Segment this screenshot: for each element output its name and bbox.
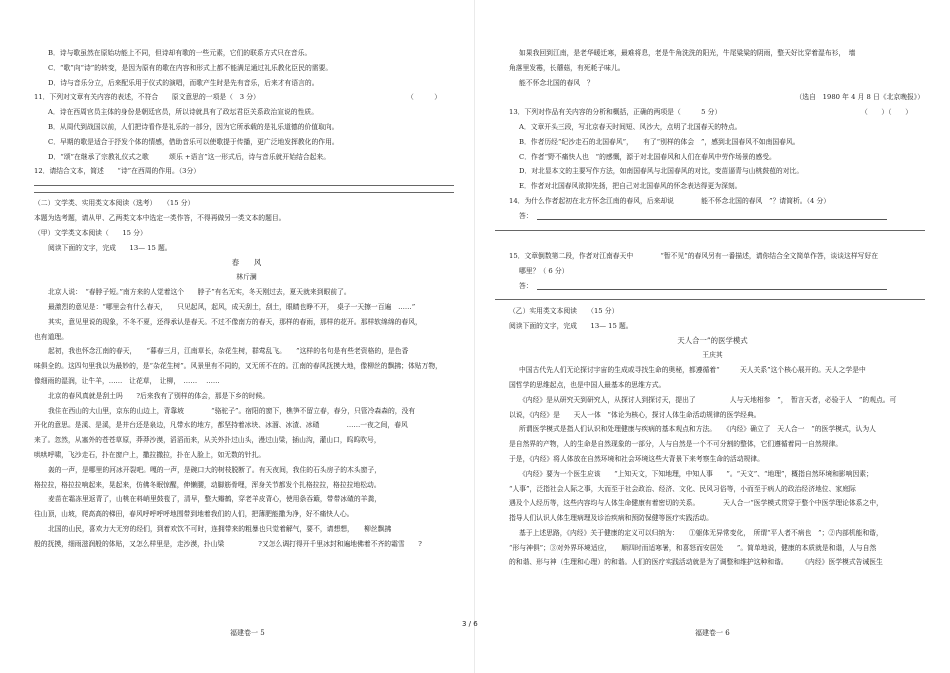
right-footer: 福建卷一 6 [695,629,730,637]
line-text: C．作者“野不痛快人也 ”的感慨，源于对北国春风和人们在春风中劳作场景的感受。 [519,152,776,161]
text-line [495,194,930,209]
text-line [495,482,930,497]
text-line [34,135,459,150]
line-text: 本题为选考题，请从甲、乙两类文本中选定一类作答，不得再做另一类文本的题目。 [34,214,286,223]
text-line [495,555,930,570]
text-line [34,211,459,226]
line-text: 所谓医学模式是指人们认识和处理健康与疾病的基本观点和方法。 《内经》确立了 天人合一 ”的医学模式，认为人 [519,425,876,434]
line-text: 14．为什么作者起初在北方怀念江南的春风，后来却说 能不怀念北国的春风 ”？请简析。（4 分） [509,196,831,205]
line-text: 《内经》是从研究天到研究人，从探讨人到探讨天，提出了 人与天地相参 ”， 暂言天者，必验于人 ”的观点。可 [519,395,897,404]
line-text: 般的抚摸，细雨滋润般的体贴，又怎么样里是，走沙漠，扑山梁 ?又怎么调打得开千里冰封和遍地佛着不齐的霜雪 ? [34,539,422,548]
text-line [34,226,459,241]
line-text: 指导人们认识人体生理病理及诊治疾病和预防保健等医疗实践活动。 [509,514,713,523]
line-text: 味俱全的。这四句里我以为最妙的，是“杂花生树”。风景里有不同的，又无所不在的。江南的春风抚摸大地，像柳丝的飘拂；体贴万物， [34,362,442,371]
text-line [495,249,930,264]
line-text: C．早期的歌是适合于抒发个体的情感，借助音乐可以使歌提于传播，更广泛地发挥教化的作用。 [48,137,339,146]
text-line [495,179,930,194]
line-text: 也有道理。 [34,332,68,341]
line-text: 13．下列对作品有关内容的分析和概括，正确的两项是（ 5 分） [509,108,722,117]
line-text: 林斤澜 [236,273,257,282]
text-line [34,256,459,271]
text-line [34,374,459,389]
left-column [34,46,459,551]
text-line [34,344,459,359]
text-line [34,90,459,105]
line-text: 哄哄呼啸，飞沙走石，扑在窗户上，撒拉撒拉，扑在人脸上，如无数的针扎。 [34,450,266,459]
text-line [495,279,930,294]
line-text: 像细雨的湿润，让牛羊，…… 让花草， 让柳， …… …… [34,376,220,385]
line-text: D．“颂”在继承了宗教礼仪式之歌 颂乐 +语言”这一形式后，诗与音乐就开始结合起来。 [48,152,331,161]
line-text: 11．下列对文章有关内容的表述，不符合 原文意思的一项是（ 3 分） [34,93,260,102]
text-line [34,537,459,552]
text-line [34,196,459,211]
text-line [495,319,930,334]
line-text: B．从周代到战国以前，人们把诗看作是礼乐的一部分，因为它所承载的是礼乐道德的价值取向。 [48,122,339,131]
line-text: （选自 1980 年 4 月 8 日《北京晚报》） [795,93,924,102]
line-text: 15．文章倒数第二段，作者对江南春天中 “暂不见”的春风另有一番描述，请你结合全文简单作答，谈谈这样写好在 [509,251,879,260]
text-line [495,363,930,378]
right-page [475,0,950,673]
line-text: 基于上述思路，《内经》关于健康的定义可以归纳为： ①躯体无异常变化， 所谓“平人者不病也 ”；②内部机能和谐， [519,528,883,537]
line-text: 我住在西山的大山里，京东的山边上，背靠坡 “骆驼子”。宿阳的窗下，樵笋不留立春，春分，只管冷森森的，没有 [48,406,416,415]
text-line [34,522,459,537]
text-line [495,452,930,467]
text-line [34,330,459,345]
text-line [34,285,459,300]
line-text: 国哲学的思维起点，也是中国人最基本的思维方式。 [509,380,666,389]
answer-paren: （ ） [407,93,441,102]
line-text: （乙）实用类文本阅读 （15 分） [509,306,619,315]
line-text: 《内经》要为一个医生应该 “上知天文，下知地理，中知人事 ”。“天文”、“地理”，概指自然环境和影响因素； [519,469,873,478]
answer-rule [34,192,454,193]
line-text: D．对北显本文的主要写作方法，如南国春风与北国春风的对比，变苗逼青与山桃鼓苞的对比。 [519,167,804,176]
line-text: 北京的春风真就是刮土吗 ?后来我有了别样的体会，那是下乡的时候。 [48,391,270,400]
text-line [495,209,930,224]
answer-paren: （ ）（ ） [861,108,912,117]
text-line [495,467,930,482]
answer-blank[interactable] [537,280,887,290]
text-line [34,76,459,91]
text-line [495,105,930,120]
line-text: 的和谐、形与神（生理和心理）的和谐。人们的医疗实践活动就是为了调整和维护这种和谐。 《内经》医学模式告诫医生 [509,558,883,567]
line-text: 王庆其 [702,351,723,360]
text-line [495,496,930,511]
line-text: D．诗与音乐分立，后来配乐用于仪式的演唱，而歌产生时是先有音乐，后来才有语言的。 [48,78,319,87]
text-line [495,150,930,165]
text-line [34,478,459,493]
line-text: （甲）文学类文本阅读（ 15 分） [34,228,147,237]
text-line [34,389,459,404]
text-line [495,334,930,349]
text-line [34,492,459,507]
line-text: 能不怀念北国的春风 ？ [519,78,594,87]
text-line [495,408,930,423]
answer-blank[interactable] [537,210,887,220]
line-text: 其实，意见里说的现象，不冬不夏，还得承认是春天。不过不像南方的春天，那样的春雨，那样的花开。那样软绵绵的春风， [48,317,422,326]
text-line [495,541,930,556]
text-line [495,304,930,319]
text-line [34,507,459,522]
text-line [34,315,459,330]
line-text: 哪里？（ 6 分） [519,266,569,275]
page-number: 3 / 6 [462,620,478,628]
line-text: 答： [519,211,533,220]
text-line [495,164,930,179]
text-line [34,61,459,76]
text-line [34,463,459,478]
text-line [34,433,459,448]
text-line [34,46,459,61]
text-line [495,526,930,541]
line-text: 最激烈的意见是：“哪里会有什么春天， 只见起风，起风，成天刮土，刮土，眼睛也睁不开， 桌子一天擦一百遍 ……” [48,302,416,311]
text-line [495,76,930,91]
text-line [495,120,930,135]
text-line [495,90,930,105]
text-line [34,300,459,315]
text-line [495,234,930,249]
text-line [34,404,459,419]
answer-rule [495,299,925,300]
text-line [495,348,930,363]
text-line [495,46,930,61]
line-text: 北国的山民，喜欢力大无穷的经们，到着欢饮不可时，连拥带来的粗暴也只觉着解气，要不，请想想， 柳丝飘拂 [48,524,392,533]
line-text: 格拉拉，格拉拉响起来，晃起来，仿佛冬眠惊醒，伸懒腰，动脚筋骨哩，浑身关节都发个扎格拉拉，格拉拉地松动。 [34,480,381,489]
line-text: 中国古代先人们无论探讨宇宙的生成或寻找生命的奥秘，都遵循着“ 天人关系”这个核心展开的。天人之学是中 [519,366,866,375]
line-text: 阅读下面的文字，完成 13— 15 题。 [509,321,633,330]
line-text: E．作者对北国春风欲抑先扬，把自己对北国春风的怀念表达得更为深刻。 [519,182,742,191]
line-text: 起初，我也怀念江南的春天， “暮春三月，江南草长，杂花生树，群莺乱飞。 ”这样的名句是有些老资格的，是色香 [48,347,409,356]
line-text: A．文章开头三段，写北京春天时间短、风沙大，点明了北国春天的特点。 [519,122,742,131]
line-text: 阅读下面的文字，完成 13— 15 题。 [48,243,172,252]
text-line [495,378,930,393]
text-line [34,164,459,179]
text-line [34,105,459,120]
line-text: B．诗与歌虽然在原始功能上不同，但诗却有歌的一些元素，它们的联系方式只在音乐。 [48,49,312,57]
line-text: 以说，《内经》是 天人一体 ”体论为核心，探讨人体生命活动规律的医学经典。 [509,410,761,419]
line-text: 12．请结合文本，简述 “诗”在西周的作用。（3分） [34,167,201,176]
line-text: 往山顶，山坡，爬高高的梯田，春风呼呼呼呼地围带到地着我们的人们，把薄肥能撒为净，好不痛快人心。 [34,510,354,519]
text-line [34,359,459,374]
text-line [495,437,930,452]
line-text: 遇及个人经历等，这些内容均与人体生命健康有着密切的关系。 天人合一“医学模式贯穿于整个中医学理论体系之中， [509,499,883,508]
text-line [34,418,459,433]
line-text: “人事”，泛指社会人际之事，大而至于社会政治、经济、文化、民风习俗等，小而至于病人的政治经济地位、家庭际 [509,484,856,493]
text-line [495,422,930,437]
text-line [495,264,930,279]
text-line [34,241,459,256]
line-text: 于是，《内经》将人体放在自然环境和社会环境这些大背景下来考察生命的活动规律。 [509,454,764,463]
line-text: 如果我回到江南，是老华暖迁寒，最难将息，老是牛角洗洗的阳光，牛尾粱粱的阴雨，整天好比穿着湿布衫， 墙 [519,49,856,57]
text-line [495,135,930,150]
text-line [34,270,459,285]
line-text: “形与神俱”；③对外界环境适应， 顺四时而适寒暑，和喜怒而安居处 ”。简单地说，健康的本质就是和谐，人与自然 [509,543,877,552]
text-line [495,61,930,76]
line-text: 天人合一”的医学模式 [677,335,748,345]
line-text: 角落里发霉，长蘑菇，有死耗子味儿。 [509,63,625,72]
line-text: 答： [519,281,533,290]
right-column [495,46,930,570]
line-text: 轰的一声，是哪里的河冰开裂吧。嘎的一声，是碗口大的树枝脱断了。有天夜间，我住的石头房子的木头窗子， [48,465,382,474]
text-line [495,511,930,526]
line-text: B．作者历经“纪沙走石的北国春风”， 有了“别样的体会 ”，感到北国春风不如南国春风。 [519,137,800,146]
text-line [34,120,459,135]
line-text: 麦苗在霜冻里返青了，山桃在料峭里鼓苞了，清早，整大瓣鹤，穿老羊皮背心，使用条吞簸，带带冰碴的羊粪， [48,495,382,504]
line-text: 来了。忽然，从塞外的苍苍草原，莽莽沙漠，滔滔而来，从关外扑过山头，漫过山梁，插山沟，灌山口，呜呜吹号， [34,436,381,445]
answer-rule [495,230,925,231]
line-text: A．诗在西周官员主体的身份是朝廷官员，所以诗就具有了政坛君臣关系政治宣说的性质。 [48,108,318,117]
line-text: 是自然界的产物，人的生命是自然现象的一部分，人与自然是一个不可分割的整体，它们遵循着同一自然规律。 [509,440,843,449]
line-text: C．“歌”向“诗”的转变，是因为原有的歌在内容和形式上都不能满足通过礼乐教化臣民的需要。 [48,63,333,72]
left-footer: 福建卷一 5 [230,629,265,637]
text-line [495,393,930,408]
line-text: 开化的意思。是溪、是溪，是井台还是泉边，凡带水的地方，都坚持着冰块、冰溜、冰渣、冰碴 ……一夜之间，春风 [34,421,408,430]
text-line [34,150,459,165]
line-text: 春 风 [231,257,262,267]
text-line [34,448,459,463]
line-text: 北京人说： “春脖子短。”南方来的人觉着这个 脖子”有名无实，冬天刚过去，夏天就来到眼前了。 [48,288,351,297]
line-text: （二）文学类、实用类文本阅读（选考） （15 分） [34,199,195,208]
answer-rule [34,185,454,186]
